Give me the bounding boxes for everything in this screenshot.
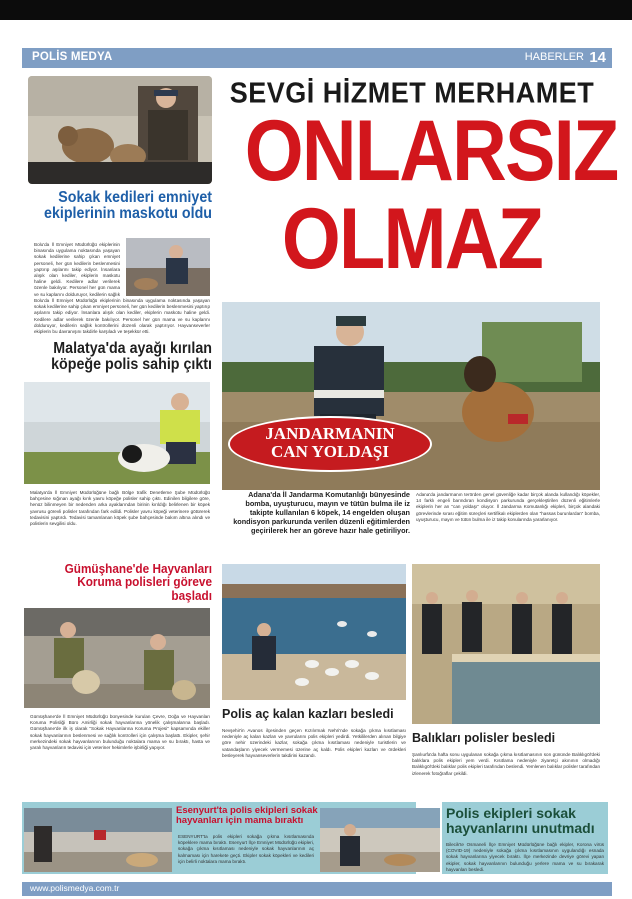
osmaniye-photo: [320, 808, 440, 872]
esenyurt-headline-line1: Esenyurt'ta polis ekipleri sokak: [176, 805, 318, 816]
malatya-body: Malatya'da İl Emniyet Müdürlüğüne bağlı Bölge trafik Denetleme Şube Müdürlüğü bahçesine sığınan ayağı kırık yavru köpeğe polisler sahip çıktı. Edinilen bilgilere göre, henüz bilinmeyen bir nedenden arka ayaklarından birinin kırıldığı belirlenen bir köpek yavrusu görevli polisler tarafından fark edildi. Polisler yavru köpeği veterinere götürerek tedavisini yaptırdı. Tedavisi tamamlanan köpek şube bahçesinde bakım altına alındı ve polislerin sevgilisi oldu.: [30, 490, 210, 527]
geese-headline: Polis aç kalan kazları besledi: [222, 707, 394, 721]
esenyurt-headline-line2: hayvanları için mama bıraktı: [176, 814, 304, 826]
gumushane-photo: [24, 608, 210, 708]
cats-headline-line1: Sokak kedileri emniyet: [58, 189, 212, 206]
newspaper-page: [0, 20, 632, 899]
osmaniye-headline: [446, 806, 606, 835]
page-footer: [22, 882, 612, 896]
osmaniye-body: Bilecik'te Osmaneli İlçe Emniyet Müdürlüğüne bağlı ekipler, Korona virüs (COVID-19) nedeniyle sokağa çıkma kısıtlamasının uygulandığı esnada sokak hayvanlarına yiyecek bıraktı. İlçe merkezinde devriye görevi yapan ekipler, sokak hayvanlarının bulunduğu yerlere mama ve su bırakarak hayvanları besledi.: [446, 842, 604, 872]
main-headline-line1: ONLARSIZ: [244, 103, 618, 199]
jandarma-body: Adana'da jandarmanın terörden genel güvenliğe kadar birçok alanda kullandığı köpekler, 14 farklı engeli barındıran kondisyon parkurunda gerçekleştirilen düzenli eğitimlerle ekiplerin her an "can yoldaşı" oluyor. İl Jandarma Komutanlığı ekipleri, birçok alandaki görevlerinde sırası eğitim süreçleri sertifikalı ekiplerden olan "hassas burunlardan" bomba, uyuşturucu, mayın ve tütün bulma ile iz takip konularında yararlanıyor.: [416, 492, 600, 522]
osmaniye-headline-line1: Polis ekipleri sokak: [446, 805, 576, 821]
malatya-headline-line2: köpeğe polis sahip çıktı: [51, 356, 212, 374]
malatya-headline: [41, 341, 212, 374]
fish-photo: [412, 564, 600, 724]
fish-headline: Balıkları polisler besledi: [412, 731, 556, 745]
footer-url: www.polismedya.com.tr: [30, 883, 120, 893]
badge-line1: JANDARMANIN: [265, 424, 395, 443]
osmaniye-headline-line2: hayvanlarını unutmadı: [446, 819, 595, 836]
gumushane-headline-line2: Koruma polisleri göreve başladı: [77, 574, 212, 603]
cats-body-continued: Bolu'da İl Emniyet Müdürlüğü ekiplerinin binasında uygulama noktasında yaşayan sokak kedilerine sahip çıkan emniyet personeli, her gün kedilerin beslenmesini yaptırıp aşılarını takip ediyor. İnsanlara alışık olan kediler, ekiplerin maskotu haline geldi. Kedilere adlar verilerek özenle bakılıyor. Personel her gün mama ve su kaplarını dolduruyor, kedilerin sağlık kontrollerini düzenli olarak yaptırıyor. Hayvanseverler ekiplerin bu davranışını takdirle karşıladı ve teşekkür etti.: [34, 298, 210, 334]
gumushane-body: Gümüşhane'de İl Emniyet Müdürlüğü bünyesinde kurulan Çevre, Doğa ve Hayvanları Koruma Polisliği Büro Amirliği sokak hayvanlarına yönelik çalışmalarına başladı. Gümüşhane'de ilk iş olarak "Sokak Hayvanlarına Koruma Projesi" kapsamında ekiller sokak hayvanlarının beslenmesi ve sağlık kontrolleri için çalışma başlattı. Ekipler, şehir merkezindeki sokak hayvanlarının bulunduğu noktalara mama ve su bıraktı, hasta ve yaralı hayvanların tedavisi için veteriner hekimlerle işbirliği yapıyor.: [30, 714, 210, 751]
cats-body: Bolu'da İl Emniyet Müdürlüğü ekiplerinin binasında uygulama noktasında yaşayan sokak kedilerine sahip çıkan emniyet personeli, her gün kedilerin beslenmesini yaptırıp aşılarını takip ediyor. İnsanlara alışık olan kediler, ekiplerin maskotu haline geldi. Kedilere adlar verilerek özenle bakılıyor. Personel her gün mama ve su kaplarını dolduruyor, kedilerin sağlık: [34, 242, 120, 297]
cats-headline: [41, 190, 212, 223]
jandarma-lead: Adana'da İl Jandarma Komutanlığı bünyesinde bomba, uyuşturucu, mayın ve tütün bulma ile iz takipte kullanılan 6 köpek, 14 engelden oluşan kondisyon parkurunda verilen düzenli eğitimlerden geçirilerek her an göreve hazır hale getiriliyor.: [233, 490, 410, 535]
jandarma-badge: [230, 418, 430, 470]
fish-body: Şanlıurfa'da hafta sonu uygulanan sokağa çıkma kısıtlamasının son gününde Balıklıgöl'deki balıklara polis ekipleri yem verdi. Kısıtlama nedeniyle ziyaretçi akınının olmadığı Balıklıgöl'deki balıklar polis ekipleri tarafından beslendi. Yemlenen balıklar polisler tarafından izlenerek fotoğraflar çekildi.: [412, 752, 600, 776]
geese-photo: [222, 564, 406, 700]
main-kicker: SEVGİ HİZMET MERHAMET: [229, 77, 595, 109]
geese-body: Nevşehir'in Avanos ilçesinden geçen Kızılırmak Nehri'nde sokağa çıkma kısıtlaması nedeniyle aç kalan kazları ve yavrularını polis ekipleri yedirdi. Yetkililerden alınan bilgiye göre nehir üzerindeki kazlar, sokağa çıkma kısıtlaması nedeniyle turistlerin ve vatandaşların yiyecek vermemesi üzerine aç kaldı. Polis ekipleri kazları ve ördekleri besleyerek hayvanseverlerin takdirini kazandı.: [222, 728, 406, 758]
cats-headline-line2: ekiplerinin maskotu oldu: [44, 205, 213, 223]
gumushane-headline-line1: Gümüşhane'de Hayvanları: [64, 561, 212, 576]
cats-photo: [28, 76, 212, 184]
cats-small-photo: [126, 238, 210, 296]
main-headline-line2: OLMAZ: [281, 191, 543, 287]
page-header: [22, 48, 612, 68]
malatya-headline-line1: Malatya'da ayağı kırılan: [53, 340, 212, 357]
esenyurt-body: ESENYURT'ta polis ekipleri sokağa çıkma kısıtlamasında köpeklere mama bıraktı. Esenyurt İlçe Emniyet Müdürlüğü ekipleri, sokağa çıkma kısıtlaması nedeniyle sokak hayvanlarının aç kalmaması için harekete geçti. Ekipler sokak köpekleri ve kedileri için belirli noktalara mama bıraktı.: [178, 834, 314, 864]
page-number: 14: [589, 49, 606, 66]
malatya-photo: [24, 382, 210, 484]
esenyurt-photo: [24, 808, 172, 872]
section-name: HABERLER: [524, 51, 584, 63]
badge-line2: CAN YOLDAŞI: [271, 442, 389, 461]
gumushane-headline: [41, 562, 212, 602]
brand-name: POLİS MEDYA: [32, 51, 113, 63]
